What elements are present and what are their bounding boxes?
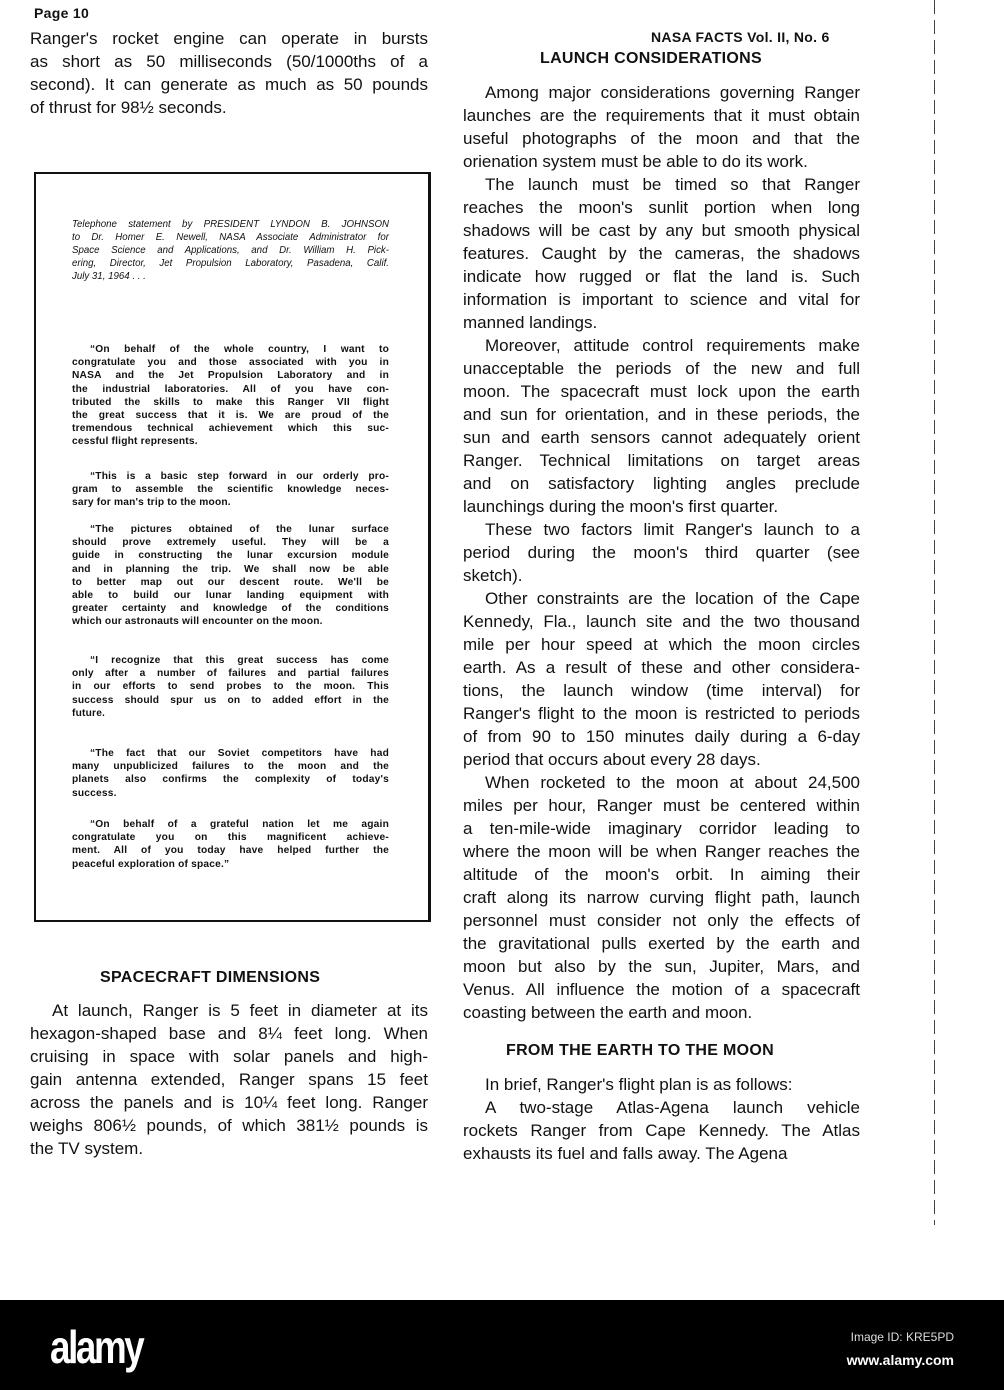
- text-line: unacceptable the periods of the new and full: [463, 359, 860, 378]
- statement-quote: [72, 523, 389, 629]
- paragraph: [463, 81, 860, 173]
- text-line: exhausts its fuel and falls away. The Agena: [463, 1144, 788, 1163]
- scan-edge-line: [934, 0, 935, 1225]
- text-line: moon. The spacecraft must lock upon the earth: [463, 382, 860, 401]
- text-line: congratulate you on this magnificent achieve-: [72, 832, 389, 844]
- paragraph: [463, 1073, 860, 1096]
- text-line: tremendous technical achievement which this suc-: [72, 423, 389, 435]
- text-line: cessful flight represents.: [72, 436, 198, 448]
- text-line: cruising in space with solar panels and high-: [30, 1047, 428, 1066]
- text-line: manned landings.: [463, 313, 598, 332]
- image-id: Image ID: KRE5PD: [850, 1330, 954, 1344]
- text-line: to better map out our descent route. We'll be: [72, 576, 389, 588]
- text-line: Telephone statement by PRESIDENT LYNDON B. JOHNSON: [72, 219, 389, 230]
- text-line: In brief, Ranger's flight plan is as follows:: [485, 1075, 793, 1094]
- text-line: ment. All of you today have helped further the: [72, 845, 389, 857]
- statement-quote: [72, 343, 389, 449]
- text-line: able to build our lunar landing equipment with: [72, 589, 389, 601]
- text-line: These two factors limit Ranger's launch to a: [485, 520, 860, 539]
- text-line: July 31, 1964 . . .: [72, 271, 146, 282]
- text-line: congratulate you and those associated with you in: [72, 357, 389, 369]
- text-line: “On behalf of the whole country, I want to: [90, 344, 389, 355]
- spacecraft-dimensions-heading: SPACECRAFT DIMENSIONS: [100, 969, 321, 986]
- engine-paragraph: [30, 27, 428, 119]
- text-line: tions, the launch window (time interval) for: [463, 681, 860, 700]
- text-line: in our efforts to send probes to the moon. This: [72, 681, 389, 693]
- text-line: the great success that it is. We are proud of the: [72, 409, 389, 421]
- watermark-footer: [0, 1300, 1004, 1390]
- text-line: of thrust for 98½ seconds.: [30, 98, 227, 117]
- text-line: and on satisfactory lighting angles preclude: [463, 474, 860, 493]
- text-line: “This is a basic step forward in our orderly pro-: [90, 471, 389, 482]
- text-line: period that occurs about every 28 days.: [463, 750, 761, 769]
- text-line: of from 90 to 150 minutes daily during a 6-day: [463, 727, 860, 746]
- text-line: information is important to science and vital for: [463, 290, 860, 309]
- text-line: planets also confirms the complexity of today's: [72, 774, 389, 786]
- launch-considerations-heading: LAUNCH CONSIDERATIONS: [540, 50, 763, 67]
- paragraph: [463, 518, 860, 587]
- text-line: to Dr. Homer E. Newell, NASA Associate Administrator for: [72, 232, 389, 243]
- text-line: coasting between the earth and moon.: [463, 1003, 753, 1022]
- paragraph: [463, 173, 860, 334]
- text-line: as short as 50 milliseconds (50/1000ths of a: [30, 52, 428, 71]
- text-line: the industrial laboratories. All of you have con-: [72, 383, 389, 395]
- text-line: only after a number of failures and partial failures: [72, 668, 389, 680]
- text-line: many unpublicized failures to the moon and the: [72, 761, 389, 773]
- text-line: Ranger. Technical limitations on target areas: [463, 451, 860, 470]
- text-line: Space Science and Applications, and Dr. William H. Pick-: [72, 245, 389, 256]
- text-line: peaceful exploration of space.”: [72, 858, 230, 870]
- paragraph: [463, 1096, 860, 1165]
- text-line: Ranger's rocket engine can operate in bursts: [30, 29, 428, 48]
- text-line: which our astronauts will encounter on the moon.: [72, 616, 323, 628]
- text-line: greater certainty and knowledge of the conditions: [72, 603, 389, 615]
- text-line: earth. As a result of these and other considera-: [463, 658, 860, 677]
- publication-header: NASA FACTS Vol. II, No. 6: [651, 29, 830, 45]
- text-line: craft along its narrow curving flight path, launch: [463, 888, 860, 907]
- text-line: Ranger's flight to the moon is restricted to periods: [463, 704, 860, 723]
- text-line: sketch).: [463, 566, 523, 585]
- text-line: sun and earth sensors cannot adequately orient: [463, 428, 860, 447]
- text-line: a ten-mile-wide imaginary corridor leading to: [463, 819, 860, 838]
- text-line: future.: [72, 707, 106, 719]
- text-line: rockets Ranger from Cape Kennedy. The Atlas: [463, 1121, 860, 1140]
- text-line: the gravitational pulls exerted by the earth and: [463, 934, 860, 953]
- text-line: Venus. All influence the motion of a spacecraft: [463, 980, 860, 999]
- text-line: where the moon will be when Ranger reaches the: [463, 842, 860, 861]
- dimensions-paragraph: [30, 999, 428, 1160]
- text-line: NASA and the Jet Propulsion Laboratory and in: [72, 370, 389, 382]
- text-line: miles per hour, Ranger must be centered within: [463, 796, 860, 815]
- statement-quote: [72, 654, 389, 720]
- text-line: When rocketed to the moon at about 24,500: [485, 773, 860, 792]
- text-line: A two-stage Atlas-Agena launch vehicle: [485, 1098, 860, 1117]
- launch-section: [463, 81, 860, 1024]
- text-line: sary for man's trip to the moon.: [72, 497, 231, 509]
- text-line: the TV system.: [30, 1139, 144, 1158]
- earth-to-moon-section: [463, 1073, 860, 1165]
- statement-quote: [72, 747, 389, 800]
- text-line: gram to assemble the scientific knowledge neces-: [72, 484, 389, 496]
- text-line: and in planning the trip. We shall now be able: [72, 563, 389, 575]
- page-number: Page 10: [34, 5, 90, 21]
- text-line: orienation system must be able to do its work.: [463, 152, 808, 171]
- text-line: “The pictures obtained of the lunar surface: [90, 524, 389, 535]
- text-line: “The fact that our Soviet competitors have had: [90, 748, 389, 759]
- text-line: altitude of the moon's orbit. In aiming their: [463, 865, 860, 884]
- text-line: hexagon-shaped base and 8¼ feet long. When: [30, 1024, 428, 1043]
- text-line: The launch must be timed so that Ranger: [485, 175, 860, 194]
- text-line: mile per hour speed at which the moon circles: [463, 635, 860, 654]
- text-line: weighs 806½ pounds, of which 381½ pounds is: [30, 1116, 428, 1135]
- text-line: indicate how rugged or flat the land is. Such: [463, 267, 860, 286]
- text-line: personnel must consider not only the effects of: [463, 911, 860, 930]
- text-line: Other constraints are the location of the Cape: [485, 589, 860, 608]
- text-line: “I recognize that this great success has come: [90, 655, 389, 666]
- text-line: across the panels and is 10¼ feet long. Ranger: [30, 1093, 428, 1112]
- text-line: Among major considerations governing Ranger: [485, 83, 860, 102]
- text-line: ering, Director, Jet Propulsion Laboratory, Pasadena, Calif.: [72, 258, 389, 269]
- text-line: “On behalf of a grateful nation let me again: [90, 819, 389, 830]
- text-line: success should spur us on to added effort in the: [72, 694, 389, 706]
- text-line: moon but also by the sun, Jupiter, Mars, and: [463, 957, 860, 976]
- statement-intro: [72, 218, 389, 283]
- text-line: Moreover, attitude control requirements make: [485, 336, 860, 355]
- paragraph: [463, 771, 860, 1024]
- paragraph: [463, 334, 860, 518]
- earth-to-moon-heading: FROM THE EARTH TO THE MOON: [506, 1042, 774, 1059]
- text-line: should prove extremely useful. They will be a: [72, 537, 389, 549]
- text-line: tributed the skills to make this Ranger VII flight: [72, 396, 389, 408]
- text-line: useful photographs of the moon and that the: [463, 129, 860, 148]
- text-line: gain antenna extended, Ranger spans 15 feet: [30, 1070, 428, 1089]
- alamy-logo: alamy: [50, 1321, 143, 1373]
- statement-quote: [72, 818, 389, 871]
- text-line: features. Caught by the cameras, the shadows: [463, 244, 860, 263]
- paragraph: [463, 587, 860, 771]
- text-line: second). It can generate as much as 50 pounds: [30, 75, 428, 94]
- text-line: and sun for orientation, and in these periods, the: [463, 405, 860, 424]
- statement-quote: [72, 470, 389, 510]
- site-url: www.alamy.com: [846, 1352, 954, 1368]
- text-line: launches are the requirements that it must obtain: [463, 106, 860, 125]
- text-line: shadows will be cast by any but smooth physical: [463, 221, 860, 240]
- text-line: Kennedy, Fla., launch site and the two thousand: [463, 612, 860, 631]
- text-line: success.: [72, 787, 117, 799]
- text-line: reaches the moon's sunlit portion when long: [463, 198, 860, 217]
- text-line: At launch, Ranger is 5 feet in diameter at its: [52, 1001, 428, 1020]
- text-line: launchings during the moon's first quarter.: [463, 497, 779, 516]
- text-line: period during the moon's third quarter (see: [463, 543, 860, 562]
- johnson-statement-box: [34, 172, 431, 922]
- text-line: guide in constructing the lunar excursion module: [72, 550, 389, 562]
